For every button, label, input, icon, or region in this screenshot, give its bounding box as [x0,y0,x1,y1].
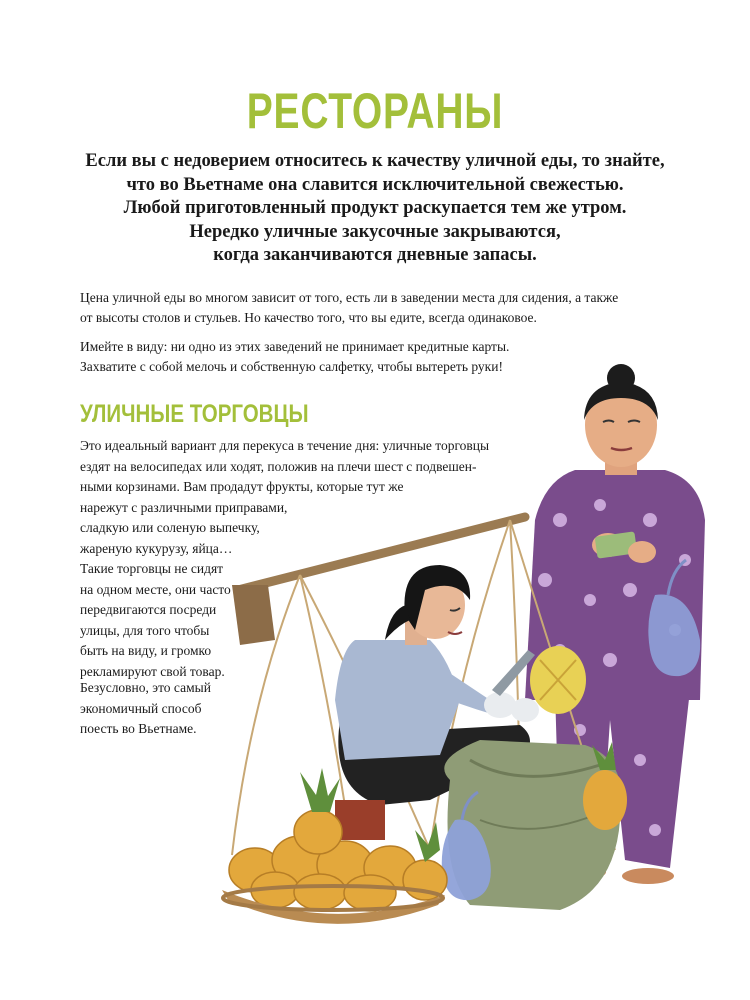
pineapple-in-hand [530,646,586,714]
lead-line: Нередко уличные закусочные закрываются, [189,221,561,242]
lead-line: что во Вьетнаме она славится исключительной свежестью. [126,174,624,195]
page-title: РЕСТОРАНЫ [246,83,504,139]
text-line: Имейте в виду: ни одно из этих заведений не принимает кредитные карты. [80,339,510,354]
text-line: сладкую или соленую выпечку, [80,520,260,535]
section-heading: УЛИЧНЫЕ ТОРГОВЦЫ [80,400,309,428]
vendors-paragraph [80,436,489,682]
text-line: ными корзинами. Вам продадут фрукты, которые тут же [80,479,404,494]
text-line: Захватите с собой мелочь и собственную салфетку, чтобы вытереть руки! [80,359,503,374]
text-line: улицы, для того чтобы [80,622,210,638]
text-line: Безусловно, это самый [80,680,211,695]
lead-line: Если вы с недоверием относитесь к качеству уличной еды, то знайте, [85,151,665,171]
text-line: Цена уличной еды во многом зависит от того, есть ли в заведении места для сидения, а также [80,290,619,305]
conclusion-paragraph [80,678,211,740]
text-line: ездят на велосипедах или ходят, положив на плечи шест с подвешен- [80,458,477,474]
text-line: от высоты столов и стульев. Но качество того, что вы едите, всегда одинаковое. [80,310,537,325]
text-line: нарежут с различными приправами, [80,499,288,515]
text-line: экономичный способ [80,700,202,716]
text-line: передвигаются посреди [80,602,217,617]
text-line: быть на виду, и громко [80,643,212,658]
text-line: поесть во Вьетнаме. [80,721,197,736]
text-line: рекламируют свой товар. [80,663,225,679]
text-line: Это идеальный вариант для перекуса в течение дня: уличные торговцы [80,438,490,453]
text-line: жареную кукурузу, яйца… [80,540,233,556]
text-line: Такие торговцы не сидят [80,561,224,576]
lead-line: когда заканчиваются дневные запасы. [213,245,537,265]
text-line: на одном месте, они часто [80,581,231,597]
lead-line: Любой приготовленный продукт раскупается тем же утром. [123,198,627,218]
